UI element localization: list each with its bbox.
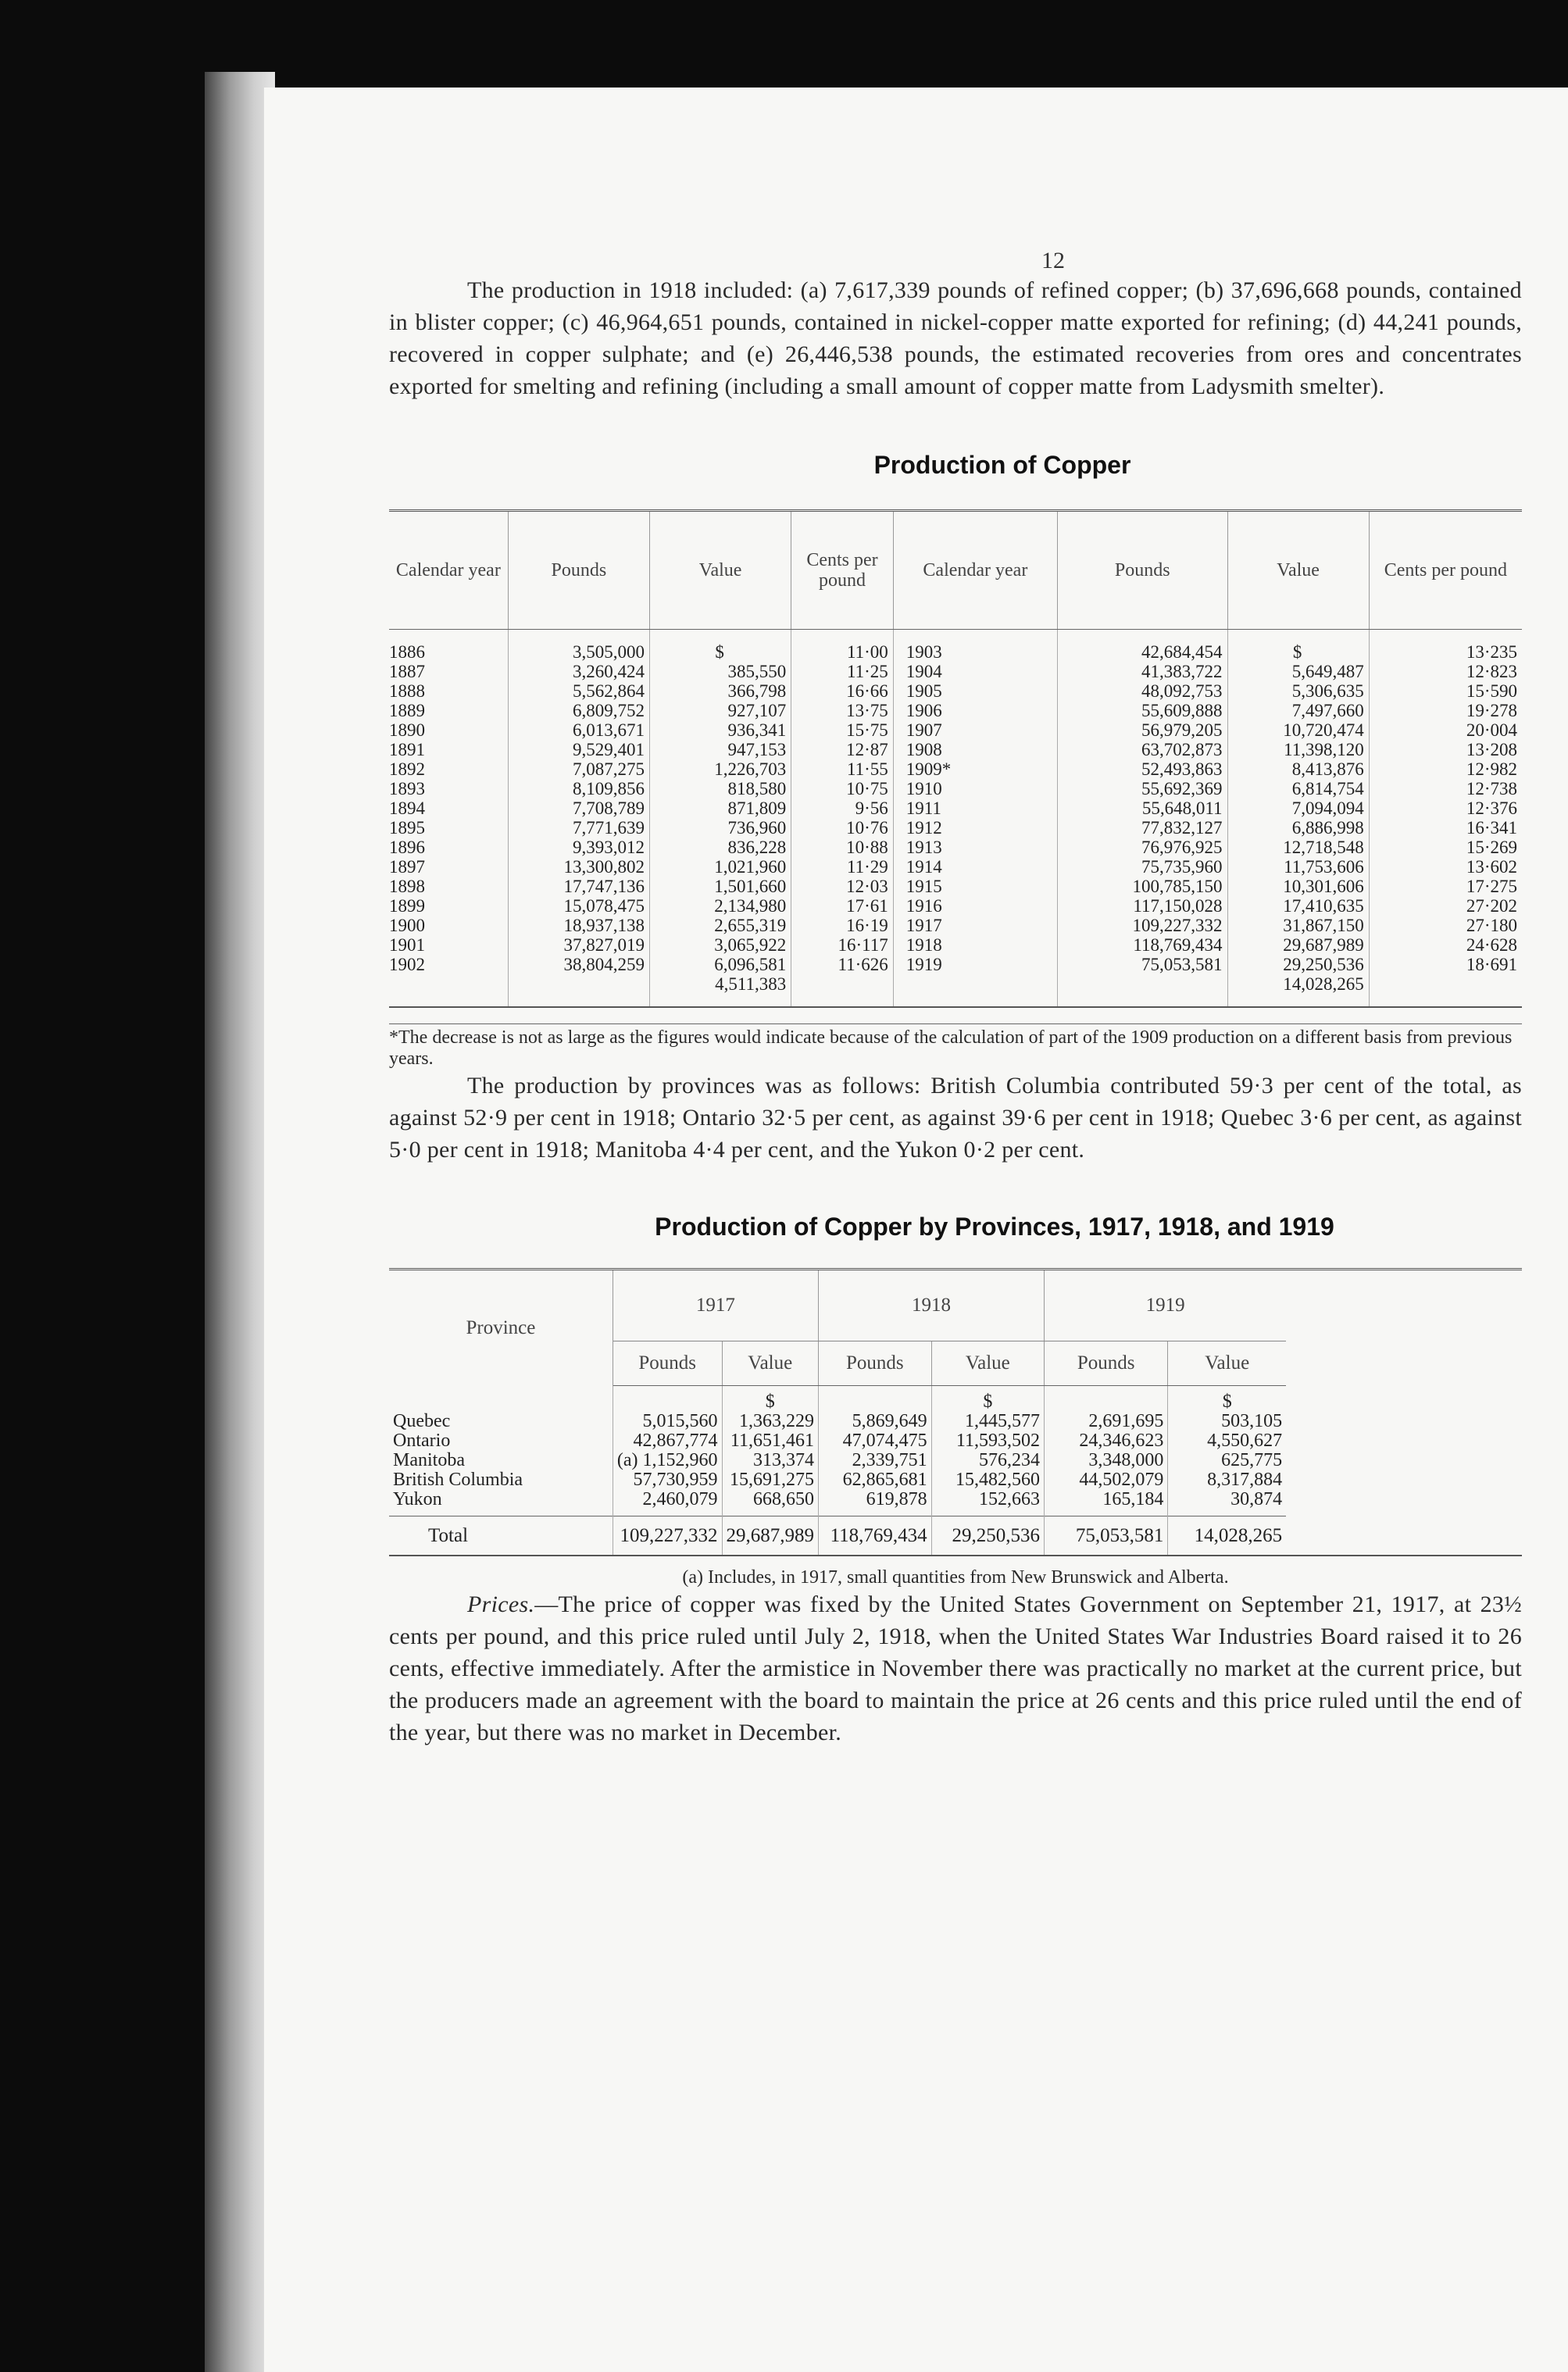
subheader-pounds-1919: Pounds — [1044, 1341, 1167, 1386]
values-right — [1227, 630, 1369, 1008]
table2-title: Production of Copper by Provinces, 1917, 1918, and 1919 — [655, 1213, 1334, 1241]
dollar-unit-1917: $ — [765, 1391, 775, 1412]
copper-production-table — [389, 509, 1522, 1008]
header-calendar-year-right: Calendar year — [893, 511, 1057, 630]
dollar-unit-right: $ — [1292, 642, 1302, 662]
values-left-list: 385,550 366,798 927,107 936,341 947,153 1,226,703 818,580 871,809 736,960 836,228 1,021,960 1,501,660 2,134,980 2,655,319 3,065,922 6,096,581 4,511,383 — [714, 662, 787, 994]
province-names — [389, 1386, 613, 1516]
total-pounds-1917: 109,227,332 — [613, 1516, 722, 1556]
table1-header-row — [389, 511, 1522, 630]
pounds-1919-list: 2,691,695 24,346,623 3,348,000 44,502,079 165,184 — [1079, 1411, 1164, 1509]
dollar-unit-1918: $ — [983, 1391, 993, 1412]
subheader-pounds-1917: Pounds — [613, 1341, 722, 1386]
provinces-paragraph: The production by provinces was as follows: British Columbia contributed 59·3 per cent of the total, as against 52·9 per cent in 1918; Ontario 32·5 per cent, as against 39·6 per cent in 1918; Quebec 3·6 per cent, as against 5·0 per cent in 1918; Manitoba 4·4 per cent, and the Yukon 0·2 per cent. — [389, 1073, 1522, 1163]
total-value-1917: 29,687,989 — [722, 1516, 819, 1556]
pounds-left: 3,505,000 3,260,424 5,562,864 6,809,752 6,013,671 9,529,401 7,087,275 8,109,856 7,708,789 7,771,639 9,393,012 13,300,802 17,747,136 15,078,475 18,937,138 37,827,019 38,804,259 — [508, 630, 649, 1008]
header-cents-per-pound-right: Cents per pound — [1369, 511, 1522, 630]
table1-footnote: *The decrease is not as large as the figures would indicate because of the calculation of part of the 1909 production on a different basis from previous years. — [389, 1023, 1522, 1070]
total-label: Total — [389, 1516, 613, 1556]
pounds-1917 — [613, 1386, 722, 1516]
provinces-production-table — [389, 1268, 1522, 1556]
subheader-value-1917: Value — [722, 1341, 819, 1386]
values-right-list: 5,649,487 5,306,635 7,497,660 10,720,474 11,398,120 8,413,876 6,814,754 7,094,094 6,886,998 12,718,548 11,753,606 10,301,606 17,410,635 31,867,150 29,687,989 29,250,536 14,028,265 — [1283, 662, 1364, 994]
header-pounds: Pounds — [508, 511, 649, 630]
values-1919-list: 503,105 4,550,627 625,775 8,317,884 30,874 — [1207, 1411, 1283, 1509]
header-year-1919: 1919 — [1044, 1270, 1286, 1341]
values-1919 — [1168, 1386, 1286, 1516]
header-year-1918: 1918 — [819, 1270, 1045, 1341]
pounds-1918 — [819, 1386, 932, 1516]
header-pounds-right: Pounds — [1058, 511, 1228, 630]
page-content — [389, 248, 1522, 1749]
subheader-pounds-1918: Pounds — [819, 1341, 932, 1386]
values-left — [650, 630, 791, 1008]
prices-paragraph — [389, 1588, 1522, 1749]
header-province: Province — [389, 1270, 613, 1386]
header-value: Value — [650, 511, 791, 630]
header-value-right: Value — [1227, 511, 1369, 630]
total-pounds-1919: 75,053,581 — [1044, 1516, 1167, 1556]
total-pounds-1918: 118,769,434 — [819, 1516, 932, 1556]
table2-total-row — [389, 1516, 1522, 1556]
dollar-unit-1919: $ — [1222, 1391, 1232, 1412]
values-1917 — [722, 1386, 819, 1516]
header-calendar-year: Calendar year — [389, 511, 508, 630]
header-cents-per-pound: Cents per pound — [791, 511, 894, 630]
pounds-1919 — [1044, 1386, 1167, 1516]
prices-label: Prices. — [467, 1591, 535, 1617]
dollar-unit-left: $ — [715, 642, 724, 662]
pounds-1917-list: 5,015,560 42,867,774 (a) 1,152,960 57,730,959 2,460,079 — [616, 1411, 718, 1509]
table2-year-row — [389, 1270, 1522, 1341]
intro-paragraph: The production in 1918 included: (a) 7,617,339 pounds of refined copper; (b) 37,696,668 pounds, contained in blister copper; (c) 46,964,651 pounds, contained in nickel-copper matte exported for refining; (d) 44,241 pounds, recovered in copper sulphate; and (e) 26,446,538 pounds, the estimated recoveries from ores and concentrates exported for smelting and refining (including a small amount of copper matte from Ladysmith smelter). — [389, 277, 1522, 399]
cents-right: 13·235 12·823 15·590 19·278 20·004 13·208 12·982 12·738 12·376 16·341 15·269 13·602 17·275 27·202 27·180 24·628 18·691 — [1466, 642, 1517, 974]
table1-body-row — [389, 630, 1522, 1008]
page-number: 12 — [1041, 248, 1065, 273]
total-value-1918: 29,250,536 — [931, 1516, 1044, 1556]
total-value-1919: 14,028,265 — [1168, 1516, 1286, 1556]
values-1918 — [931, 1386, 1044, 1516]
pounds-right: 42,684,454 41,383,722 48,092,753 55,609,888 56,979,205 63,702,873 52,493,863 55,692,369 55,648,011 77,832,127 76,976,925 75,735,960 100,785,150 117,150,028 109,227,332 118,769,434 75,053,581 — [1058, 630, 1228, 1008]
cents-left: 11·00 11·25 16·66 13·75 15·75 12·87 11·55 10·75 9·56 10·76 10·88 11·29 12·03 17·61 16·19 16·117 11·626 — [791, 630, 894, 1008]
prices-text: —The price of copper was fixed by the United States Government on September 21, 1917, at 23½ cents per pound, and this price ruled until July 2, 1918, when the United States War Industries Board raised it to 26 cents, effective immediately. After the armistice in November there was practically no market at the current price, but the producers made an agreement with the board to maintain the price at 26 cents and this price ruled until the end of the year, but there was no market in December. — [389, 1591, 1522, 1745]
table2-body-row — [389, 1386, 1522, 1516]
subheader-value-1918: Value — [931, 1341, 1044, 1386]
header-year-1917: 1917 — [613, 1270, 818, 1341]
province-names-list: Quebec Ontario Manitoba British Columbia Yukon — [393, 1410, 523, 1509]
document-page — [264, 88, 1568, 2372]
years-left: 1886 1887 1888 1889 1890 1891 1892 1893 1894 1895 1896 1897 1898 1899 1900 1901 1902 — [389, 630, 508, 1008]
table2-footnote: (a) Includes, in 1917, small quantities from New Brunswick and Alberta. — [682, 1567, 1229, 1588]
table1-title: Production of Copper — [873, 451, 1131, 479]
years-right: 1903 1904 1905 1906 1907 1908 1909* 1910 1911 1912 1913 1914 1915 1916 1917 1918 1919 — [893, 630, 1057, 1008]
pounds-1918-list: 5,869,649 47,074,475 2,339,751 62,865,681 619,878 — [842, 1411, 927, 1509]
values-1917-list: 1,363,229 11,651,461 313,374 15,691,275 668,650 — [730, 1411, 814, 1509]
values-1918-list: 1,445,577 11,593,502 576,234 15,482,560 152,663 — [955, 1411, 1040, 1509]
subheader-value-1919: Value — [1168, 1341, 1286, 1386]
